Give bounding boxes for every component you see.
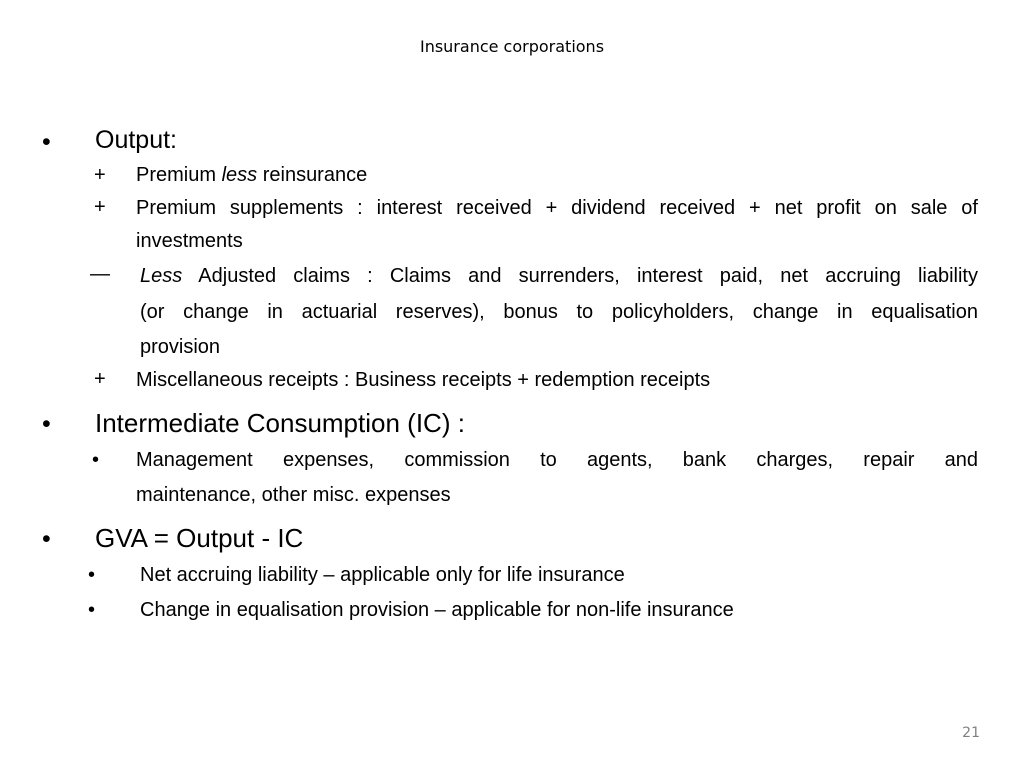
item-premium-text-after: reinsurance <box>257 164 368 186</box>
heading-gva: GVA = Output - IC <box>95 523 304 553</box>
bullet-marker: • <box>92 449 100 471</box>
item-ic-line2: maintenance, other misc. expenses <box>136 484 451 506</box>
item-claims-line1-text: Adjusted claims : Claims and surrenders, interest paid, net accruing liability <box>182 265 978 287</box>
item-premium <box>136 164 367 187</box>
bullet-marker: • <box>42 525 51 553</box>
item-premium-text-before: Premium <box>136 164 222 186</box>
item-ic-line1: Management expenses, commission to agents, bank charges, repair and <box>136 449 978 471</box>
plus-marker: + <box>94 196 106 218</box>
item-misc-receipts: Miscellaneous receipts : Business receipts + redemption receipts <box>136 369 711 391</box>
item-claims-line2: (or change in actuarial reserves), bonus to policyholders, change in equalisation <box>140 301 978 323</box>
item-premium-italic: less <box>221 164 258 186</box>
item-claims-line3: provision <box>140 336 221 358</box>
bullet-marker: • <box>42 410 51 438</box>
bullet-marker: • <box>88 599 96 621</box>
heading-output: Output: <box>95 126 177 154</box>
plus-marker: + <box>94 368 106 390</box>
bullet-marker: • <box>42 128 51 156</box>
item-supplements-line1: Premium supplements : interest received + dividend received + net profit on sale of <box>136 197 978 219</box>
item-claims-italic: Less <box>140 265 183 287</box>
item-gva-net-accruing: Net accruing liability – applicable only for life insurance <box>140 564 625 586</box>
plus-marker: + <box>94 164 106 186</box>
item-gva-equalisation: Change in equalisation provision – applicable for non-life insurance <box>140 599 734 621</box>
item-claims-line1 <box>140 265 978 288</box>
dash-marker: — <box>90 263 110 285</box>
bullet-marker: • <box>88 564 96 586</box>
page-number: 21 <box>962 725 980 741</box>
heading-ic: Intermediate Consumption (IC) : <box>95 408 465 438</box>
item-supplements-line2: investments <box>136 230 243 252</box>
slide-title: Insurance corporations <box>419 37 605 56</box>
